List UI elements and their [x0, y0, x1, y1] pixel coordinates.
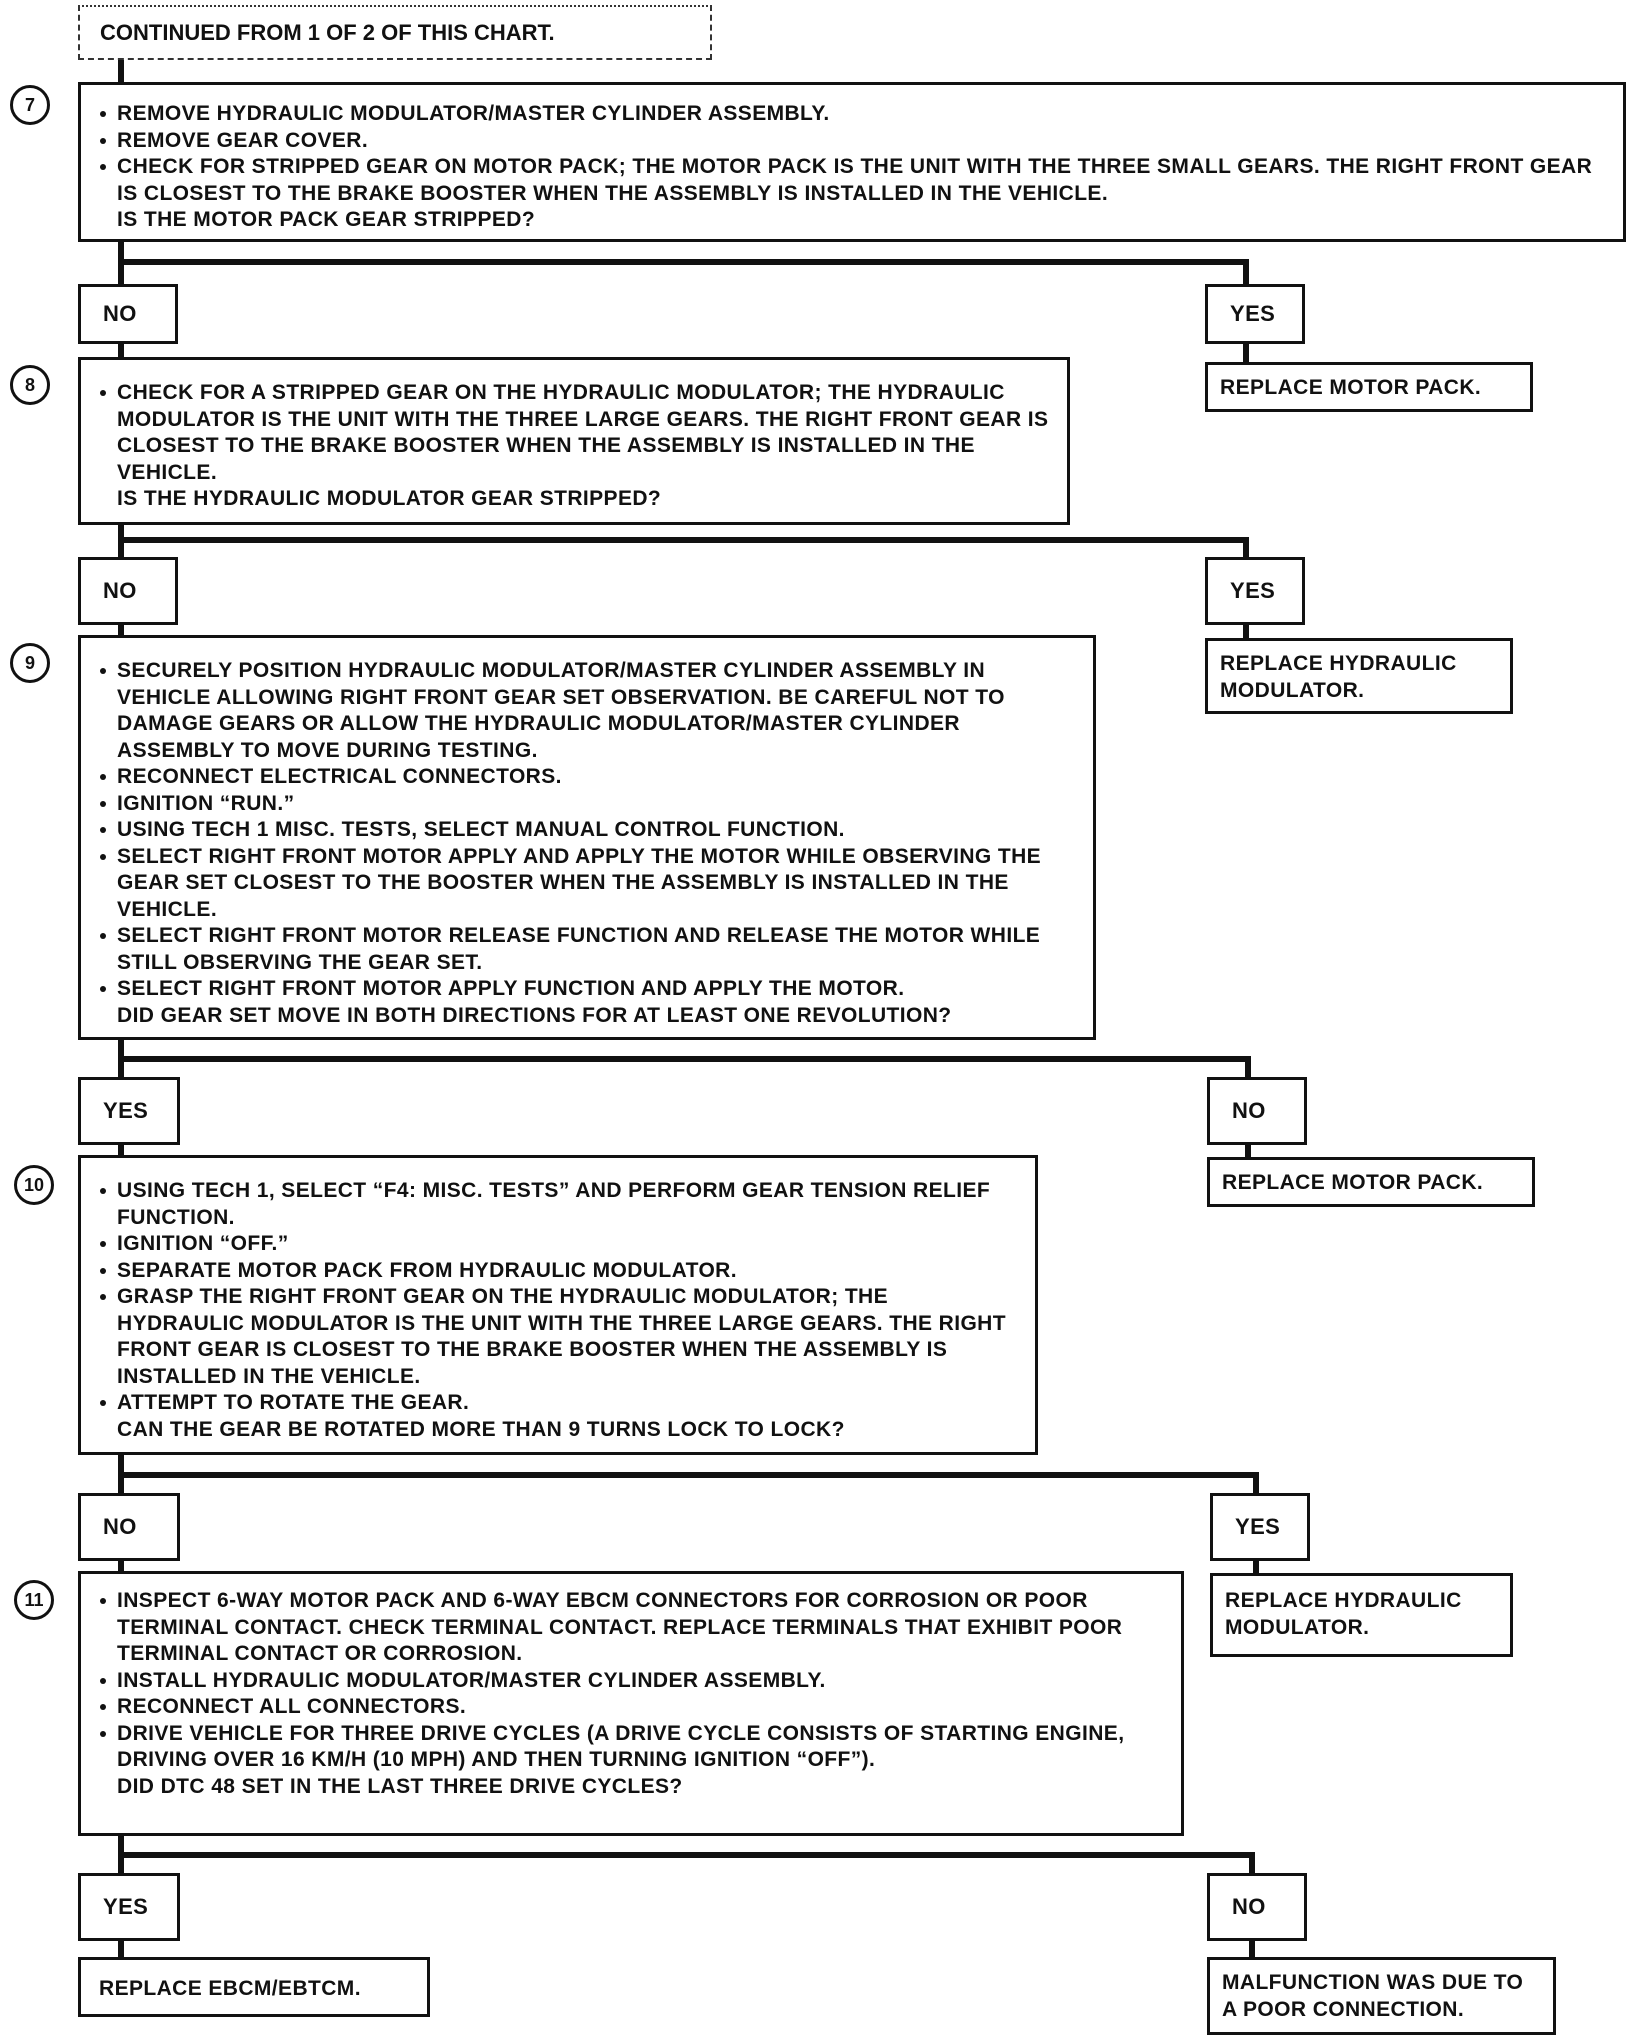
step-10-line: GRASP THE RIGHT FRONT GEAR ON THE HYDRAULIC MODULATOR; THE HYDRAULIC MODULATOR IS THE UNIT WITH THE THREE LARGE GEARS. THE RIGHT FRONT GEAR IS CLOSEST TO THE BRAKE BOOSTER WHEN THE ASSEMBLY IS INSTALLED IN THE VEHICLE.: [97, 1284, 1019, 1390]
step-9-line: SELECT RIGHT FRONT MOTOR APPLY FUNCTION AND APPLY THE MOTOR.: [97, 976, 1077, 1003]
step-9-yes-label: YES: [78, 1077, 180, 1145]
step-10-line: USING TECH 1, SELECT “F4: MISC. TESTS” AND PERFORM GEAR TENSION RELIEF FUNCTION.: [97, 1178, 1019, 1231]
connector: [118, 60, 124, 83]
step-9-box: [78, 635, 1096, 1040]
connector: [1243, 344, 1249, 362]
step-10-line: IGNITION “OFF.”: [97, 1231, 1019, 1258]
branch-line: [118, 1056, 1251, 1062]
step-11-box: [78, 1571, 1184, 1836]
step-10-question: CAN THE GEAR BE ROTATED MORE THAN 9 TURNS LOCK TO LOCK?: [117, 1417, 845, 1441]
step-10-no-label: NO: [78, 1493, 180, 1561]
step-10-result: REPLACE HYDRAULIC MODULATOR.: [1210, 1573, 1513, 1657]
step-10-yes-label: YES: [1210, 1493, 1310, 1561]
step-9-line: RECONNECT ELECTRICAL CONNECTORS.: [97, 764, 1077, 791]
connector: [1249, 1852, 1255, 1873]
step-8-number: 8: [10, 365, 50, 405]
step-11-question: DID DTC 48 SET IN THE LAST THREE DRIVE CYCLES?: [117, 1774, 683, 1798]
step-8-box: [78, 357, 1070, 525]
step-11-yes-label: YES: [78, 1873, 180, 1941]
step-10-number: 10: [14, 1165, 54, 1205]
step-9-line: IGNITION “RUN.”: [97, 791, 1077, 818]
step-11-line: DRIVE VEHICLE FOR THREE DRIVE CYCLES (A DRIVE CYCLE CONSISTS OF STARTING ENGINE, DRIVING OVER 16 KM/H (10 MPH) AND THEN TURNING IGNITION “OFF”).: [97, 1721, 1165, 1774]
connector: [1243, 537, 1249, 559]
step-7-result: REPLACE MOTOR PACK.: [1205, 362, 1533, 412]
step-8-no-label: NO: [78, 557, 178, 625]
step-7-box: [78, 82, 1626, 242]
step-11-yes-result: REPLACE EBCM/EBTCM.: [78, 1957, 430, 2017]
step-8-result: REPLACE HYDRAULIC MODULATOR.: [1205, 638, 1513, 714]
connector: [1243, 625, 1249, 638]
connector: [1243, 259, 1249, 284]
step-7-line: REMOVE GEAR COVER.: [97, 128, 1607, 155]
step-9-result: REPLACE MOTOR PACK.: [1207, 1157, 1535, 1207]
step-10-line: SEPARATE MOTOR PACK FROM HYDRAULIC MODULATOR.: [97, 1258, 1019, 1285]
connector: [1245, 1056, 1251, 1077]
step-7-no-label: NO: [78, 284, 178, 344]
connector: [1253, 1561, 1259, 1573]
step-7-question: IS THE MOTOR PACK GEAR STRIPPED?: [117, 208, 536, 231]
step-7-yes-label: YES: [1205, 284, 1305, 344]
step-11-no-label: NO: [1207, 1873, 1307, 1941]
step-9-line: USING TECH 1 MISC. TESTS, SELECT MANUAL CONTROL FUNCTION.: [97, 817, 1077, 844]
step-9-line: SELECT RIGHT FRONT MOTOR RELEASE FUNCTION AND RELEASE THE MOTOR WHILE STILL OBSERVING THE GEAR SET.: [97, 923, 1077, 976]
connector: [118, 1941, 124, 1957]
step-10-box: [78, 1155, 1038, 1455]
step-7-number: 7: [10, 85, 50, 125]
step-9-line: SECURELY POSITION HYDRAULIC MODULATOR/MASTER CYLINDER ASSEMBLY IN VEHICLE ALLOWING RIGHT FRONT GEAR SET OBSERVATION. BE CAREFUL NOT TO DAMAGE GEARS OR ALLOW THE HYDRAULIC MODULATOR/MASTER CYLINDER ASSEMBLY TO MOVE DURING TESTING.: [97, 658, 1077, 764]
branch-line: [118, 259, 1249, 265]
step-7-line: REMOVE HYDRAULIC MODULATOR/MASTER CYLINDER ASSEMBLY.: [97, 101, 1607, 128]
step-11-number: 11: [14, 1580, 54, 1620]
branch-line: [118, 1852, 1255, 1858]
connector: [1249, 1941, 1255, 1957]
branch-line: [118, 1472, 1259, 1478]
step-11-no-result: MALFUNCTION WAS DUE TO A POOR CONNECTION.: [1207, 1957, 1556, 2035]
step-9-line: SELECT RIGHT FRONT MOTOR APPLY AND APPLY THE MOTOR WHILE OBSERVING THE GEAR SET CLOSEST TO THE BOOSTER WHEN THE ASSEMBLY IS INSTALLED IN THE VEHICLE.: [97, 844, 1077, 924]
branch-line: [118, 537, 1249, 543]
step-9-number: 9: [10, 643, 50, 683]
step-7-line: CHECK FOR STRIPPED GEAR ON MOTOR PACK; THE MOTOR PACK IS THE UNIT WITH THE THREE SMALL GEARS. THE RIGHT FRONT GEAR IS CLOSEST TO THE BRAKE BOOSTER WHEN THE ASSEMBLY IS INSTALLED IN THE VEHICLE.: [97, 154, 1607, 207]
step-11-line: INSPECT 6-WAY MOTOR PACK AND 6-WAY EBCM CONNECTORS FOR CORROSION OR POOR TERMINAL CONTACT. CHECK TERMINAL CONTACT. REPLACE TERMINALS THAT EXHIBIT POOR TERMINAL CONTACT OR CORROSION.: [97, 1588, 1165, 1668]
step-10-line: ATTEMPT TO ROTATE THE GEAR.: [97, 1390, 1019, 1417]
connector: [1245, 1145, 1251, 1157]
connector: [1253, 1472, 1259, 1493]
step-11-line: RECONNECT ALL CONNECTORS.: [97, 1694, 1165, 1721]
step-11-line: INSTALL HYDRAULIC MODULATOR/MASTER CYLINDER ASSEMBLY.: [97, 1668, 1165, 1695]
step-8-line: CHECK FOR A STRIPPED GEAR ON THE HYDRAULIC MODULATOR; THE HYDRAULIC MODULATOR IS THE UNIT WITH THE THREE LARGE GEARS. THE RIGHT FRONT GEAR IS CLOSEST TO THE BRAKE BOOSTER WHEN THE ASSEMBLY IS INSTALLED IN THE VEHICLE.: [97, 380, 1051, 486]
step-8-yes-label: YES: [1205, 557, 1305, 625]
step-9-question: DID GEAR SET MOVE IN BOTH DIRECTIONS FOR AT LEAST ONE REVOLUTION?: [117, 1003, 952, 1027]
step-8-question: IS THE HYDRAULIC MODULATOR GEAR STRIPPED?: [117, 487, 662, 510]
continued-header: CONTINUED FROM 1 OF 2 OF THIS CHART.: [78, 5, 712, 60]
step-9-no-label: NO: [1207, 1077, 1307, 1145]
